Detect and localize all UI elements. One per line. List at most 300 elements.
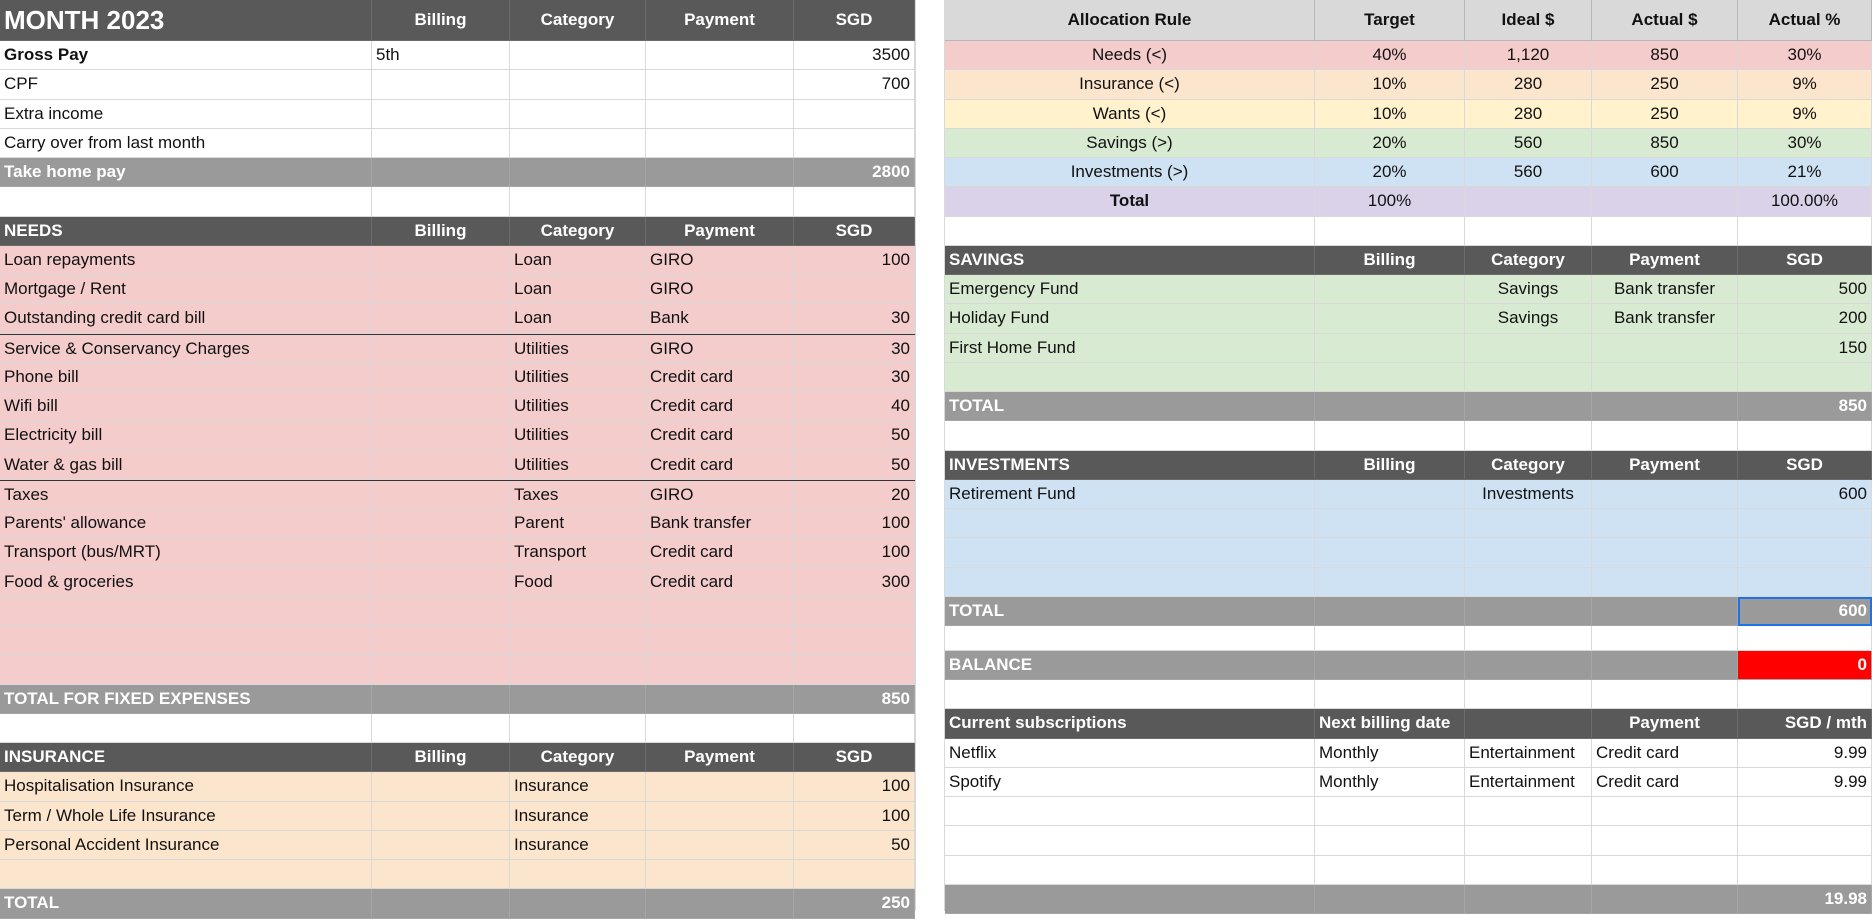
needs-sgd[interactable] xyxy=(794,597,915,626)
blank-cell[interactable] xyxy=(0,714,372,743)
target-header[interactable]: Target xyxy=(1315,0,1465,41)
blank-cell[interactable] xyxy=(1465,421,1592,450)
savings-item[interactable]: Emergency Fund xyxy=(945,275,1315,304)
investments-category[interactable]: Investments xyxy=(1465,480,1592,509)
subscriptions-total-sgd[interactable]: 19.98 xyxy=(1738,885,1872,914)
investments-payment[interactable] xyxy=(1592,509,1738,538)
savings-total-payment[interactable] xyxy=(1592,392,1738,421)
insurance-row[interactable] xyxy=(0,831,915,860)
needs-payment[interactable]: Credit card xyxy=(646,392,794,421)
income-row[interactable] xyxy=(0,129,915,158)
savings-sgd[interactable]: 200 xyxy=(1738,304,1872,333)
col-sgd[interactable]: SGD xyxy=(794,217,915,246)
insurance-category[interactable]: Insurance xyxy=(510,831,646,860)
investments-category[interactable] xyxy=(1465,538,1592,567)
allocation-total-actual[interactable] xyxy=(1592,187,1738,216)
income-label[interactable]: Gross Pay xyxy=(0,41,372,70)
insurance-title[interactable]: INSURANCE xyxy=(0,743,372,772)
col-sgd[interactable]: SGD xyxy=(1738,246,1872,275)
needs-billing[interactable] xyxy=(372,335,510,363)
savings-row[interactable] xyxy=(945,304,1872,333)
needs-billing[interactable] xyxy=(372,481,510,509)
allocation-pct[interactable]: 30% xyxy=(1738,129,1872,158)
col-sgd[interactable]: SGD xyxy=(794,0,915,41)
month-title[interactable]: MONTH 2023 xyxy=(0,0,372,41)
needs-item[interactable]: Loan repayments xyxy=(0,246,372,275)
allocation-ideal[interactable]: 280 xyxy=(1465,100,1592,129)
allocation-ideal[interactable]: 560 xyxy=(1465,129,1592,158)
needs-billing[interactable] xyxy=(372,363,510,392)
needs-item[interactable]: Food & groceries xyxy=(0,568,372,597)
subscription-row[interactable] xyxy=(945,826,1872,855)
investments-sgd[interactable] xyxy=(1738,568,1872,597)
balance-category[interactable] xyxy=(1465,651,1592,680)
insurance-total-category[interactable] xyxy=(510,889,646,918)
savings-category[interactable] xyxy=(1465,363,1592,392)
savings-category[interactable] xyxy=(1465,334,1592,363)
blank-cell[interactable] xyxy=(1315,421,1465,450)
needs-sgd[interactable]: 30 xyxy=(794,304,915,333)
col-billing[interactable]: Billing xyxy=(372,0,510,41)
blank-cell[interactable] xyxy=(945,217,1315,246)
needs-row[interactable] xyxy=(0,246,915,275)
needs-sgd[interactable]: 50 xyxy=(794,451,915,480)
col-category[interactable]: Category xyxy=(510,0,646,41)
takehome-row[interactable] xyxy=(0,158,915,187)
needs-sgd[interactable]: 40 xyxy=(794,392,915,421)
allocation-ideal[interactable]: 1,120 xyxy=(1465,41,1592,70)
needs-title[interactable]: NEEDS xyxy=(0,217,372,246)
needs-row[interactable] xyxy=(0,480,915,509)
insurance-category[interactable]: Insurance xyxy=(510,802,646,831)
needs-billing[interactable] xyxy=(372,304,510,333)
insurance-sgd[interactable]: 100 xyxy=(794,772,915,801)
subscription-category[interactable]: Entertainment xyxy=(1465,739,1592,768)
needs-billing[interactable] xyxy=(372,597,510,626)
income-category[interactable] xyxy=(510,129,646,158)
investments-billing[interactable] xyxy=(1315,568,1465,597)
needs-item[interactable] xyxy=(0,655,372,684)
needs-payment[interactable]: GIRO xyxy=(646,246,794,275)
needs-row[interactable] xyxy=(0,568,915,597)
allocation-pct[interactable]: 21% xyxy=(1738,158,1872,187)
savings-total-sgd[interactable]: 850 xyxy=(1738,392,1872,421)
blank-cell[interactable] xyxy=(0,187,372,216)
col-payment[interactable]: Payment xyxy=(1592,451,1738,480)
needs-total-label[interactable]: TOTAL FOR FIXED EXPENSES xyxy=(0,685,372,714)
savings-billing[interactable] xyxy=(1315,275,1465,304)
insurance-payment[interactable] xyxy=(646,802,794,831)
blank-cell[interactable] xyxy=(372,187,510,216)
needs-row[interactable] xyxy=(0,421,915,450)
income-billing[interactable] xyxy=(372,70,510,99)
income-category[interactable] xyxy=(510,100,646,129)
subscription-name[interactable] xyxy=(945,856,1315,885)
allocation-actual[interactable]: 850 xyxy=(1592,129,1738,158)
col-billing[interactable]: Billing xyxy=(1315,246,1465,275)
subscription-row[interactable] xyxy=(945,739,1872,768)
needs-sgd[interactable]: 100 xyxy=(794,538,915,567)
needs-sgd[interactable]: 30 xyxy=(794,363,915,392)
needs-billing[interactable] xyxy=(372,655,510,684)
takehome-sgd[interactable]: 2800 xyxy=(794,158,915,187)
needs-sgd[interactable] xyxy=(794,275,915,304)
needs-payment[interactable] xyxy=(646,655,794,684)
savings-payment[interactable]: Bank transfer xyxy=(1592,275,1738,304)
needs-row[interactable] xyxy=(0,334,915,363)
blank-cell[interactable] xyxy=(1738,626,1872,651)
ideal-header[interactable]: Ideal $ xyxy=(1465,0,1592,41)
needs-category[interactable]: Loan xyxy=(510,275,646,304)
allocation-actual[interactable]: 250 xyxy=(1592,100,1738,129)
col-payment[interactable]: Payment xyxy=(1592,709,1738,738)
needs-total-payment[interactable] xyxy=(646,685,794,714)
insurance-sgd[interactable] xyxy=(794,860,915,889)
subscription-row[interactable] xyxy=(945,768,1872,797)
needs-category[interactable]: Loan xyxy=(510,246,646,275)
subscription-category[interactable] xyxy=(1465,826,1592,855)
investments-item[interactable] xyxy=(945,509,1315,538)
income-row[interactable] xyxy=(0,41,915,70)
needs-category[interactable]: Food xyxy=(510,568,646,597)
insurance-row[interactable] xyxy=(0,802,915,831)
allocation-target[interactable]: 10% xyxy=(1315,100,1465,129)
needs-billing[interactable] xyxy=(372,568,510,597)
insurance-item[interactable]: Term / Whole Life Insurance xyxy=(0,802,372,831)
blank-cell[interactable] xyxy=(794,187,915,216)
needs-payment[interactable]: Bank transfer xyxy=(646,509,794,538)
investments-item[interactable] xyxy=(945,568,1315,597)
needs-row[interactable] xyxy=(0,509,915,538)
investments-item[interactable] xyxy=(945,538,1315,567)
col-payment[interactable]: Payment xyxy=(646,217,794,246)
subscription-name[interactable] xyxy=(945,797,1315,826)
blank-cell[interactable] xyxy=(794,714,915,743)
col-category[interactable]: Category xyxy=(1465,246,1592,275)
savings-row[interactable] xyxy=(945,363,1872,392)
blank-cell[interactable] xyxy=(1465,626,1592,651)
insurance-payment[interactable] xyxy=(646,831,794,860)
col-payment[interactable]: Payment xyxy=(646,743,794,772)
needs-payment[interactable] xyxy=(646,626,794,655)
balance-row[interactable] xyxy=(945,651,1872,680)
savings-total-category[interactable] xyxy=(1465,392,1592,421)
allocation-row[interactable] xyxy=(945,129,1872,158)
needs-payment[interactable]: Credit card xyxy=(646,421,794,450)
subscription-sgd[interactable]: 9.99 xyxy=(1738,768,1872,797)
subscription-payment[interactable]: Credit card xyxy=(1592,768,1738,797)
blank-cell[interactable] xyxy=(510,187,646,216)
needs-billing[interactable] xyxy=(372,392,510,421)
blank-cell[interactable] xyxy=(1738,421,1872,450)
insurance-total-billing[interactable] xyxy=(372,889,510,918)
income-sgd[interactable]: 3500 xyxy=(794,41,915,70)
allocation-rule[interactable]: Savings (>) xyxy=(945,129,1315,158)
needs-item[interactable]: Outstanding credit card bill xyxy=(0,304,372,333)
blank-row[interactable] xyxy=(945,680,1872,709)
blank-cell[interactable] xyxy=(372,714,510,743)
needs-payment[interactable]: Credit card xyxy=(646,538,794,567)
subscription-sgd[interactable] xyxy=(1738,856,1872,885)
blank-cell[interactable] xyxy=(646,714,794,743)
blank-cell[interactable] xyxy=(1592,680,1738,709)
needs-item[interactable]: Wifi bill xyxy=(0,392,372,421)
subscription-row[interactable] xyxy=(945,856,1872,885)
allocation-rule-header[interactable]: Allocation Rule xyxy=(945,0,1315,41)
investments-row[interactable] xyxy=(945,538,1872,567)
savings-total-billing[interactable] xyxy=(1315,392,1465,421)
insurance-row[interactable] xyxy=(0,860,915,889)
subscription-payment[interactable] xyxy=(1592,856,1738,885)
needs-item[interactable]: Parents' allowance xyxy=(0,509,372,538)
blank-cell[interactable] xyxy=(945,626,1315,651)
savings-billing[interactable] xyxy=(1315,304,1465,333)
income-sgd[interactable]: 700 xyxy=(794,70,915,99)
savings-sgd[interactable] xyxy=(1738,363,1872,392)
needs-billing[interactable] xyxy=(372,538,510,567)
blank-row[interactable] xyxy=(945,421,1872,450)
allocation-row[interactable] xyxy=(945,41,1872,70)
needs-item[interactable]: Phone bill xyxy=(0,363,372,392)
subscription-sgd[interactable] xyxy=(1738,826,1872,855)
needs-total-sgd[interactable]: 850 xyxy=(794,685,915,714)
income-sgd[interactable] xyxy=(794,129,915,158)
income-category[interactable] xyxy=(510,41,646,70)
investments-row[interactable] xyxy=(945,568,1872,597)
subscription-payment[interactable]: Credit card xyxy=(1592,739,1738,768)
subscriptions-total-category[interactable] xyxy=(1465,885,1592,914)
allocation-total-target[interactable]: 100% xyxy=(1315,187,1465,216)
needs-sgd[interactable]: 30 xyxy=(794,335,915,363)
allocation-total-pct[interactable]: 100.00% xyxy=(1738,187,1872,216)
investments-total-category[interactable] xyxy=(1465,597,1592,626)
allocation-total-ideal[interactable] xyxy=(1465,187,1592,216)
allocation-pct[interactable]: 30% xyxy=(1738,41,1872,70)
savings-category[interactable]: Savings xyxy=(1465,304,1592,333)
takehome-category[interactable] xyxy=(510,158,646,187)
subscription-category[interactable] xyxy=(1465,856,1592,885)
subscription-sgd[interactable]: 9.99 xyxy=(1738,739,1872,768)
income-sgd[interactable] xyxy=(794,100,915,129)
needs-category[interactable]: Utilities xyxy=(510,392,646,421)
insurance-billing[interactable] xyxy=(372,860,510,889)
income-payment[interactable] xyxy=(646,41,794,70)
needs-row[interactable] xyxy=(0,392,915,421)
income-billing[interactable]: 5th xyxy=(372,41,510,70)
investments-total-sgd[interactable]: 600 xyxy=(1738,597,1872,626)
blank-cell[interactable] xyxy=(1592,421,1738,450)
needs-category[interactable] xyxy=(510,626,646,655)
takehome-billing[interactable] xyxy=(372,158,510,187)
investments-total-billing[interactable] xyxy=(1315,597,1465,626)
subscriptions-total-next[interactable] xyxy=(1315,885,1465,914)
needs-sgd[interactable]: 20 xyxy=(794,481,915,509)
col-billing[interactable]: Billing xyxy=(1315,451,1465,480)
needs-row[interactable] xyxy=(0,655,915,684)
subscription-name[interactable]: Netflix xyxy=(945,739,1315,768)
savings-billing[interactable] xyxy=(1315,334,1465,363)
allocation-row[interactable] xyxy=(945,158,1872,187)
income-row[interactable] xyxy=(0,100,915,129)
actual-header[interactable]: Actual $ xyxy=(1592,0,1738,41)
needs-billing[interactable] xyxy=(372,626,510,655)
savings-total-label[interactable]: TOTAL xyxy=(945,392,1315,421)
col-category[interactable]: Category xyxy=(1465,451,1592,480)
investments-row[interactable] xyxy=(945,509,1872,538)
allocation-total-label[interactable]: Total xyxy=(945,187,1315,216)
needs-payment[interactable] xyxy=(646,597,794,626)
insurance-billing[interactable] xyxy=(372,831,510,860)
income-label[interactable]: Carry over from last month xyxy=(0,129,372,158)
income-billing[interactable] xyxy=(372,100,510,129)
needs-category[interactable]: Parent xyxy=(510,509,646,538)
savings-item[interactable]: Holiday Fund xyxy=(945,304,1315,333)
needs-row[interactable] xyxy=(0,597,915,626)
savings-total-row[interactable] xyxy=(945,392,1872,421)
col-sgd-month[interactable]: SGD / mth xyxy=(1738,709,1872,738)
income-label[interactable]: Extra income xyxy=(0,100,372,129)
needs-item[interactable]: Taxes xyxy=(0,481,372,509)
income-payment[interactable] xyxy=(646,100,794,129)
col-payment[interactable]: Payment xyxy=(646,0,794,41)
investments-billing[interactable] xyxy=(1315,538,1465,567)
needs-sgd[interactable]: 100 xyxy=(794,246,915,275)
blank-cell[interactable] xyxy=(1465,217,1592,246)
needs-category[interactable]: Utilities xyxy=(510,335,646,363)
allocation-total-row[interactable] xyxy=(945,187,1872,216)
actual-pct-header[interactable]: Actual % xyxy=(1738,0,1872,41)
investments-total-label[interactable]: TOTAL xyxy=(945,597,1315,626)
savings-billing[interactable] xyxy=(1315,363,1465,392)
needs-category[interactable]: Utilities xyxy=(510,363,646,392)
needs-item[interactable]: Water & gas bill xyxy=(0,451,372,480)
insurance-category[interactable] xyxy=(510,860,646,889)
needs-billing[interactable] xyxy=(372,509,510,538)
needs-category[interactable]: Utilities xyxy=(510,451,646,480)
needs-payment[interactable]: Credit card xyxy=(646,568,794,597)
insurance-row[interactable] xyxy=(0,772,915,801)
blank-cell[interactable] xyxy=(1738,217,1872,246)
investments-title[interactable]: INVESTMENTS xyxy=(945,451,1315,480)
allocation-rule[interactable]: Wants (<) xyxy=(945,100,1315,129)
insurance-total-payment[interactable] xyxy=(646,889,794,918)
needs-category[interactable] xyxy=(510,655,646,684)
needs-payment[interactable]: GIRO xyxy=(646,481,794,509)
blank-cell[interactable] xyxy=(1315,626,1465,651)
savings-sgd[interactable]: 150 xyxy=(1738,334,1872,363)
subscriptions-total-row[interactable] xyxy=(945,885,1872,914)
allocation-ideal[interactable]: 280 xyxy=(1465,70,1592,99)
savings-payment[interactable] xyxy=(1592,334,1738,363)
insurance-total-label[interactable]: TOTAL xyxy=(0,889,372,918)
investments-billing[interactable] xyxy=(1315,480,1465,509)
subscription-payment[interactable] xyxy=(1592,826,1738,855)
col-category[interactable]: Category xyxy=(510,743,646,772)
blank-cell[interactable] xyxy=(945,421,1315,450)
blank-cell[interactable] xyxy=(510,714,646,743)
allocation-pct[interactable]: 9% xyxy=(1738,100,1872,129)
allocation-pct[interactable]: 9% xyxy=(1738,70,1872,99)
subscription-category[interactable] xyxy=(1465,797,1592,826)
allocation-actual[interactable]: 600 xyxy=(1592,158,1738,187)
needs-row[interactable] xyxy=(0,626,915,655)
col-billing[interactable]: Billing xyxy=(372,743,510,772)
needs-billing[interactable] xyxy=(372,275,510,304)
subscription-row[interactable] xyxy=(945,797,1872,826)
investments-payment[interactable] xyxy=(1592,538,1738,567)
needs-row[interactable] xyxy=(0,538,915,567)
allocation-rule[interactable]: Insurance (<) xyxy=(945,70,1315,99)
insurance-sgd[interactable]: 100 xyxy=(794,802,915,831)
col-next-billing[interactable]: Next billing date xyxy=(1315,709,1465,738)
needs-billing[interactable] xyxy=(372,421,510,450)
investments-total-row[interactable] xyxy=(945,597,1872,626)
needs-category[interactable]: Loan xyxy=(510,304,646,333)
needs-item[interactable] xyxy=(0,626,372,655)
blank-cell[interactable] xyxy=(1592,217,1738,246)
col-sgd[interactable]: SGD xyxy=(1738,451,1872,480)
blank-cell[interactable] xyxy=(1315,680,1465,709)
blank-row[interactable] xyxy=(0,187,915,216)
insurance-sgd[interactable]: 50 xyxy=(794,831,915,860)
balance-billing[interactable] xyxy=(1315,651,1465,680)
balance-sgd[interactable]: 0 xyxy=(1738,651,1872,680)
col-category[interactable]: Category xyxy=(510,217,646,246)
needs-item[interactable]: Transport (bus/MRT) xyxy=(0,538,372,567)
investments-item[interactable]: Retirement Fund xyxy=(945,480,1315,509)
needs-row[interactable] xyxy=(0,275,915,304)
savings-row[interactable] xyxy=(945,334,1872,363)
investments-category[interactable] xyxy=(1465,568,1592,597)
income-payment[interactable] xyxy=(646,70,794,99)
needs-row[interactable] xyxy=(0,304,915,333)
allocation-rule[interactable]: Needs (<) xyxy=(945,41,1315,70)
needs-total-category[interactable] xyxy=(510,685,646,714)
investments-category[interactable] xyxy=(1465,509,1592,538)
allocation-actual[interactable]: 250 xyxy=(1592,70,1738,99)
blank-cell[interactable] xyxy=(1738,680,1872,709)
insurance-payment[interactable] xyxy=(646,772,794,801)
investments-total-payment[interactable] xyxy=(1592,597,1738,626)
insurance-payment[interactable] xyxy=(646,860,794,889)
allocation-target[interactable]: 10% xyxy=(1315,70,1465,99)
needs-billing[interactable] xyxy=(372,246,510,275)
blank-row[interactable] xyxy=(0,714,915,743)
subscription-next-billing[interactable]: Monthly xyxy=(1315,739,1465,768)
insurance-item[interactable]: Personal Accident Insurance xyxy=(0,831,372,860)
subscription-next-billing[interactable] xyxy=(1315,856,1465,885)
subscription-name[interactable]: Spotify xyxy=(945,768,1315,797)
needs-item[interactable] xyxy=(0,597,372,626)
blank-cell[interactable] xyxy=(945,680,1315,709)
needs-sgd[interactable]: 100 xyxy=(794,509,915,538)
allocation-target[interactable]: 20% xyxy=(1315,129,1465,158)
needs-payment[interactable]: Credit card xyxy=(646,363,794,392)
investments-billing[interactable] xyxy=(1315,509,1465,538)
subscriptions-total-label[interactable] xyxy=(945,885,1315,914)
needs-category[interactable]: Utilities xyxy=(510,421,646,450)
needs-payment[interactable]: GIRO xyxy=(646,275,794,304)
allocation-row[interactable] xyxy=(945,70,1872,99)
investments-payment[interactable] xyxy=(1592,480,1738,509)
col-billing[interactable]: Billing xyxy=(372,217,510,246)
subscription-next-billing[interactable]: Monthly xyxy=(1315,768,1465,797)
needs-item[interactable]: Service & Conservancy Charges xyxy=(0,335,372,363)
income-row[interactable] xyxy=(0,70,915,99)
allocation-target[interactable]: 40% xyxy=(1315,41,1465,70)
allocation-row[interactable] xyxy=(945,100,1872,129)
income-label[interactable]: CPF xyxy=(0,70,372,99)
